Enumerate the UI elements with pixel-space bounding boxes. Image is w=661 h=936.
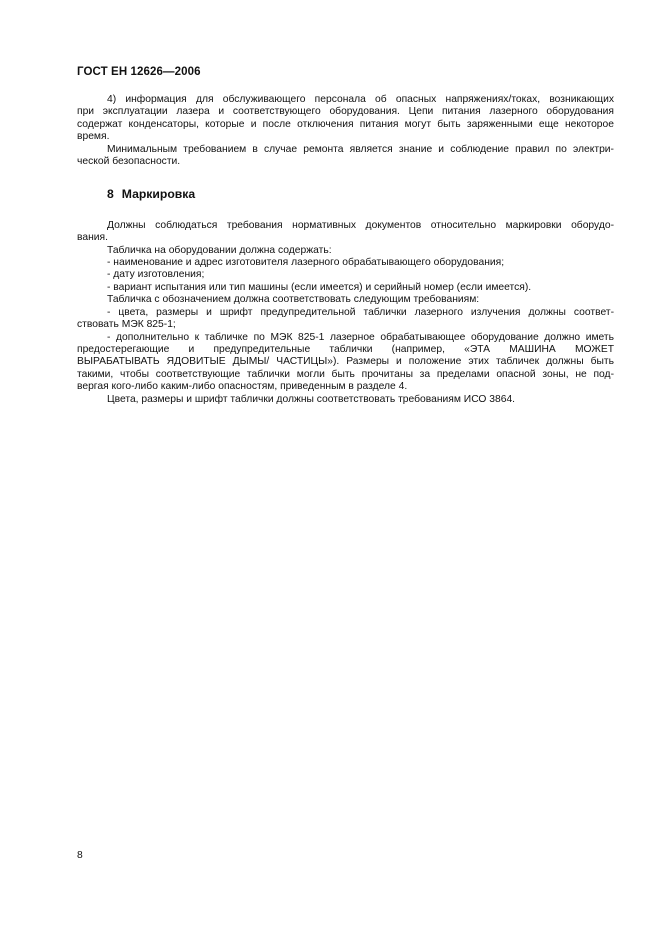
section-number: 8 [107, 187, 114, 202]
text-line: предостерегающие и предупредительные таблички (например, «ЭТА МАШИНА МОЖЕТ [77, 343, 614, 355]
text-line: Табличка с обозначением должна соответствовать следующим требованиям: [107, 294, 480, 306]
text-line: - цвета, размеры и шрифт предупредительной таблички лазерного излучения должны соответ- [107, 306, 614, 318]
text-line: содержат конденсаторы, которые и после отключения питания могут быть заряженными еще некоторое [77, 118, 614, 130]
paragraph [77, 282, 614, 294]
paragraph [77, 332, 614, 394]
text-line: ческой безопасности. [77, 156, 181, 168]
text-line: Минимальным требованием в случае ремонта является знание и соблюдение правил по электри- [107, 143, 614, 155]
paragraph [77, 220, 614, 245]
document-header: ГОСТ ЕН 12626—2006 [77, 66, 201, 78]
paragraph [77, 94, 614, 144]
text-line: - дату изготовления; [107, 269, 205, 281]
document-body [77, 94, 614, 406]
text-line: - вариант испытания или тип машины (если имеется) и серийный номер (если имеется). [107, 281, 532, 293]
text-line: Табличка на оборудовании должна содержать: [107, 244, 332, 256]
paragraph [77, 269, 614, 281]
paragraph [77, 394, 614, 406]
section-paragraphs [77, 220, 614, 406]
text-line: при эксплуатации лазера и соответствующего оборудования. Цепи питания лазерного оборудования [77, 106, 614, 118]
top-paragraphs [77, 94, 614, 168]
text-line: 4) информация для обслуживающего персонала об опасных напряжениях/токах, возникающих [107, 94, 614, 105]
text-line: такими, чтобы соответствующие таблички могли быть прочитаны за пределами опасной зоны, не под- [77, 368, 614, 380]
text-line: вергая кого-либо каким-либо опасностям, приведенным в разделе 4. [77, 381, 408, 393]
paragraph [77, 245, 614, 257]
text-line: Цвета, размеры и шрифт таблички должны соответствовать требованиям ИСО 3864. [107, 393, 516, 405]
section-heading [107, 188, 614, 200]
text-line: Должны соблюдаться требования нормативных документов относительно маркировки оборудо- [107, 219, 614, 231]
text-line: время. [77, 131, 110, 143]
text-line: - наименование и адрес изготовителя лазерного обрабатывающего оборудования; [107, 257, 505, 269]
paragraph [77, 294, 614, 306]
section-title: Маркировка [121, 187, 196, 202]
page-number: 8 [77, 850, 83, 861]
paragraph [77, 307, 614, 332]
text-line: вания. [77, 232, 108, 244]
paragraph [77, 257, 614, 269]
paragraph [77, 144, 614, 169]
text-line: ВЫРАБАТЫВАТЬ ЯДОВИТЫЕ ДЫМЫ/ ЧАСТИЦЫ»). Размеры и положение этих табличек должны быть [77, 356, 614, 368]
text-line: - дополнительно к табличке по МЭК 825-1 лазерное обрабатывающее оборудование должно иметь [107, 331, 614, 343]
text-line: ствовать МЭК 825-1; [77, 319, 176, 331]
